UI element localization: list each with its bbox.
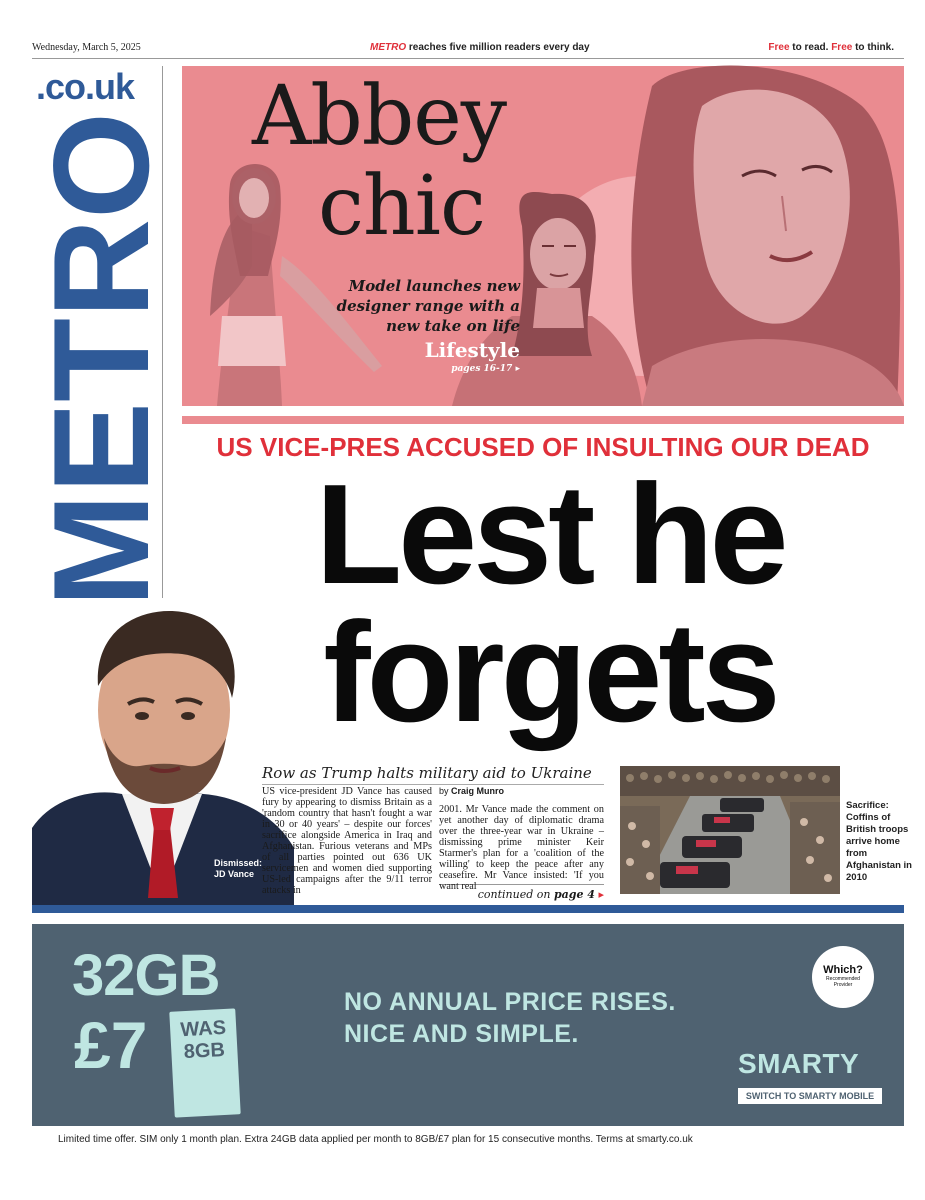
- top-strip: [32, 40, 894, 56]
- feature-title-line1: Abbey: [252, 69, 507, 164]
- headline-line1: Lest he: [315, 455, 785, 614]
- feature-divider: [182, 416, 904, 424]
- slogan-read: to read.: [789, 42, 832, 53]
- masthead-divider: [162, 66, 163, 614]
- which-badge-line2: Provider: [833, 982, 853, 988]
- photo-caption: Sacrifice: Coffins of British troops arrive home from Afghanistan in 2010: [846, 800, 912, 883]
- coffins-photo: [620, 766, 840, 894]
- which-badge: [812, 946, 874, 1008]
- ad-message: [344, 986, 676, 1050]
- lead-bottom-rule: [32, 905, 904, 913]
- smarty-advert[interactable]: [32, 924, 904, 1126]
- masthead-wordmark: METRO: [25, 116, 177, 608]
- feature-panel[interactable]: [182, 66, 904, 406]
- which-badge-line1: Recommended: [826, 976, 860, 982]
- ad-was-line1: WAS: [179, 1016, 227, 1042]
- masthead-logo: [25, 112, 177, 612]
- feature-page-ref: [372, 364, 520, 374]
- headline-line2: forgets: [323, 593, 777, 752]
- free-slogan: [768, 42, 894, 53]
- ad-brand: SMARTY: [738, 1048, 860, 1079]
- feature-subtitle: Model launches new designer range with a new take on life: [336, 277, 520, 335]
- tagline-text: reaches five million readers every day: [406, 42, 590, 53]
- byline-name: Craig Munro: [451, 786, 505, 796]
- byline: [439, 786, 604, 797]
- continued-text: continued on: [477, 888, 554, 901]
- masthead-domain: .co.uk: [36, 66, 135, 107]
- slogan-think: to think.: [852, 42, 894, 53]
- page-pointer-icon: ▸: [515, 364, 520, 374]
- slogan-free-2: Free: [831, 42, 853, 53]
- story-column-2: [439, 786, 604, 900]
- portrait-caption: [214, 858, 262, 880]
- top-rule: [32, 58, 904, 59]
- feature-pages: pages 16-17: [451, 364, 513, 374]
- readership-tagline: [370, 42, 590, 53]
- lead-kicker: US VICE-PRES ACCUSED OF INSULTING OUR DEAD: [216, 432, 870, 462]
- ad-data-allowance: 32GB: [72, 943, 220, 1008]
- ad-terms: Limited time offer. SIM only 1 month plan. Extra 24GB data applied per month to 8GB/£7 plan for 15 consecutive months. Terms at smarty.co.uk: [58, 1134, 693, 1145]
- standfirst-rule: [262, 784, 604, 785]
- tagline-brand: METRO: [370, 42, 407, 53]
- story-column-2-text: 2001. Mr Vance made the comment on yet another day of diplomatic drama over the three-year war in Ukraine – dismissing prime minister Keir Starmer's plan for a 'coalition of the willing' to keep the peace after any ceasefire. Mr Vance insisted: 'If you want real: [439, 804, 604, 892]
- ad-message-line1: NO ANNUAL PRICE RISES.: [344, 988, 676, 1016]
- ad-price: £7: [74, 1008, 148, 1082]
- continued-arrow-icon: ▸: [598, 888, 604, 901]
- portrait-caption-label: Dismissed:: [214, 858, 263, 868]
- issue-date: Wednesday, March 5, 2025: [32, 42, 141, 53]
- ad-was-sim-card: [169, 1008, 240, 1117]
- story-column-1: US vice-president JD Vance has caused fury by appearing to dismiss Britain as a 'random country that hasn't fought a war in 30 or 40 years' – despite our forces' sacrifice alongside America in Iraq and Afghanistan. Furious veterans and MPs of all parties pointed out 636 UK servicemen and women died supporting US-led campaigns after the 9/11 terror attacks in: [262, 786, 432, 896]
- which-badge-title: Which?: [823, 964, 863, 976]
- feature-title: [252, 69, 507, 254]
- feature-title-line2: chic: [318, 159, 485, 254]
- feature-section-label: Lifestyle: [424, 338, 520, 362]
- switch-to-smarty-button[interactable]: SWITCH TO SMARTY MOBILE: [738, 1088, 882, 1104]
- ad-message-line2: NICE AND SIMPLE.: [344, 1020, 579, 1048]
- portrait-caption-name: JD Vance: [214, 869, 255, 879]
- continued-page: page 4: [553, 888, 595, 901]
- byline-prefix: by: [439, 786, 452, 796]
- slogan-free-1: Free: [768, 42, 790, 53]
- model-right-portrait: [631, 66, 904, 406]
- ad-was-line2: 8GB: [183, 1038, 226, 1064]
- lead-standfirst: Row as Trump halts military aid to Ukraine: [262, 764, 592, 782]
- lead-headline: [200, 455, 900, 752]
